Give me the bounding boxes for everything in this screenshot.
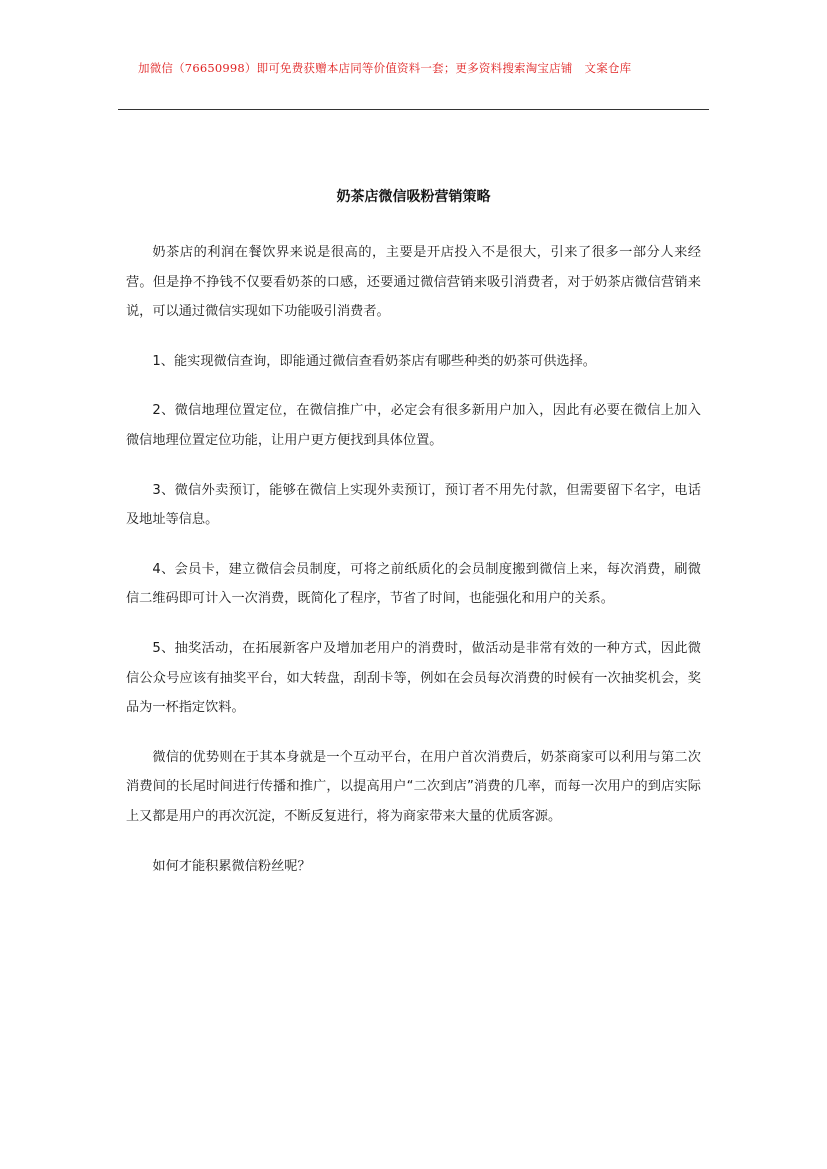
paragraph-advantage: 微信的优势则在于其本身就是一个互动平台，在用户首次消费后，奶茶商家可以利用与第二次消费间的长尾时间进行传播和推广，以提高用户“二次到店”消费的几率，而每一次用户的到店实际上又都是用户的再次沉淀，不断反复进行，将为商家带来大量的优质客源。 xyxy=(126,749,701,824)
paragraph-item-3: 3、微信外卖预订，能够在微信上实现外卖预订，预订者不用先付款，但需要留下名字，电话及地址等信息。 xyxy=(126,482,701,528)
header-promo-text: 加微信（76650998）即可免费获赠本店同等价值资料一套；更多资料搜索淘宝店铺 xyxy=(138,61,573,75)
header-divider xyxy=(118,109,709,110)
paragraph-item-5: 5、抽奖活动，在拓展新客户及增加老用户的消费时，做活动是非常有效的一种方式，因此微信公众号应该有抽奖平台，如大转盘，刮刮卡等，例如在会员每次消费的时候有一次抽奖机会，奖品为一杯指定饮料。 xyxy=(126,640,701,716)
header-promo-note xyxy=(138,60,631,76)
paragraph-item-1: 1、能实现微信查询，即能通过微信查看奶茶店有哪些种类的奶茶可供选择。 xyxy=(152,353,596,369)
paragraph-question: 如何才能积累微信粉丝呢？ xyxy=(152,858,311,874)
header-store-name: 文案仓库 xyxy=(584,61,632,75)
document-title: 奶茶店微信吸粉营销策略 xyxy=(336,189,491,205)
paragraph-item-2: 2、微信地理位置定位，在微信推广中，必定会有很多新用户加入，因此有必要在微信上加入微信地理位置定位功能，让用户更方便找到具体位置。 xyxy=(126,403,701,448)
paragraph-item-4: 4、会员卡，建立微信会员制度，可将之前纸质化的会员制度搬到微信上来，每次消费，刷微信二维码即可计入一次消费，既简化了程序，节省了时间，也能强化和用户的关系。 xyxy=(126,561,701,607)
paragraph-intro: 奶茶店的利润在餐饮界来说是很高的，主要是开店投入不是很大，引来了很多一部分人来经营。但是挣不挣钱不仅要看奶茶的口感，还要通过微信营销来吸引消费者，对于奶茶店微信营销来说，可以通过微信实现如下功能吸引消费者。 xyxy=(126,245,701,320)
document-body xyxy=(126,238,701,901)
